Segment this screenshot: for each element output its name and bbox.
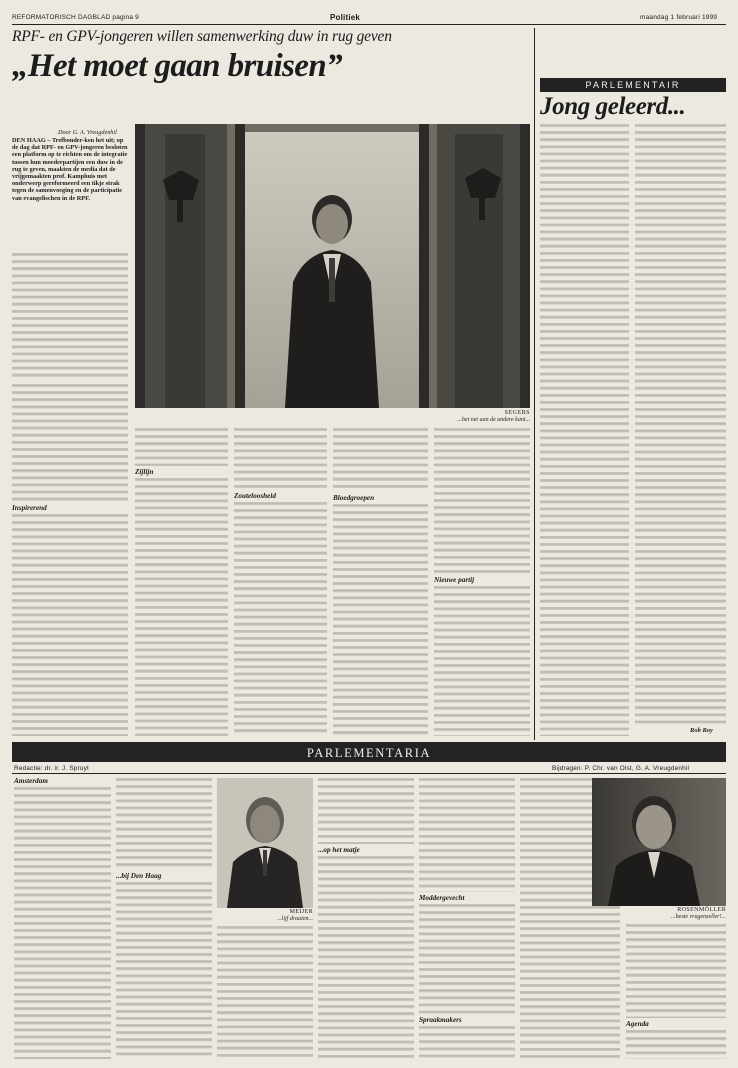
photo-caption-name: SEGERS	[504, 410, 530, 416]
subhead-amsterdam: Amsterdam	[14, 777, 48, 785]
article-intro: DEN HAAG – Trefbonder-ken het uit; op de dag dat RPF- en GPV-jongeren besloten een platform op te richten om de integratie tussen hun moederpartijen een duw in de rug te geven, maakten de media dat de vrijgemaakten prof. Kamphuis met onderwerp gereformeerd een tikje strak tegen de samenvoeging en de participatie van evangelischen in de RPF.	[12, 137, 128, 202]
article-byline: Door G. A. Vreugdenhil	[58, 129, 117, 136]
article-column-1-middle	[12, 384, 128, 502]
subhead-agenda: Agenda	[626, 1020, 649, 1028]
header-rule	[12, 24, 726, 25]
article-kicker: RPF- en GPV-jongeren willen samenwerking duw in rug geven	[12, 28, 392, 45]
lower-column-4-upper	[318, 778, 414, 844]
rosenmoller-caption-quote: ...beste vrugenzeller!...	[671, 914, 726, 920]
article-column-2-lower	[135, 478, 228, 736]
subhead-modderge-vecht: Moddergevecht	[419, 894, 465, 902]
meijer-caption-quote: ...lijf draaien...	[277, 916, 313, 922]
subhead-spraakmakers: Spraakmakers	[419, 1016, 462, 1024]
lower-column-2-upper	[116, 778, 212, 868]
sidebar-title: Jong geleerd...	[540, 93, 686, 120]
sidebar-column-1	[540, 124, 629, 736]
sidebar-banner	[540, 78, 726, 92]
article-column-3	[234, 428, 327, 490]
lower-credit-rule	[12, 773, 726, 774]
sidebar-signature: Rob Roy	[690, 727, 713, 734]
article-column-2	[135, 428, 228, 466]
sidebar-column-2	[635, 124, 726, 724]
lower-column-5-lower	[419, 1026, 515, 1059]
rosenmoller-photo	[592, 778, 726, 906]
lower-column-3	[217, 926, 313, 1059]
photo-caption-quote: ...het net aan de andere kant...	[457, 417, 530, 423]
meijer-photo	[217, 778, 313, 908]
subhead-bij-den-haag: ...bij Den Haag	[116, 872, 162, 880]
subhead-inspirerend: Inspirerend	[12, 504, 47, 512]
bijdragen-credit: Bijdragen: P. Chr. van Olst, G. A. Vreugdenhil	[552, 765, 690, 772]
subhead-zijlijn: Zijlijn	[135, 468, 154, 476]
subhead-bloedgroepen: Bloedgroepen	[333, 494, 375, 502]
article-column-3-lower	[234, 502, 327, 736]
meijer-caption-name: MEIJER	[289, 909, 313, 915]
rosenmoller-caption-name: ROSENMÖLLER	[677, 907, 726, 913]
meijer-portrait	[217, 778, 313, 908]
subhead-zouteloosheid: Zouteloosheid	[234, 492, 276, 500]
parlementaria-banner-label: PARLEMENTARIA	[306, 746, 432, 760]
redactie-credit: Redactie: dr. ir. J. Spruyt	[14, 765, 90, 772]
lower-column-7-lower	[626, 1030, 726, 1059]
article-headline: „Het moet gaan bruisen”	[12, 48, 342, 84]
parlementaria-banner	[12, 744, 726, 762]
article-column-5-lower	[434, 586, 530, 736]
article-column-5	[434, 428, 530, 574]
lower-column-7	[626, 924, 726, 1018]
segers-photo	[135, 124, 530, 408]
lower-column-1	[14, 787, 111, 1059]
subhead-nieuwe-partij: Nieuwe partij	[434, 576, 475, 584]
article-column-1-lower	[12, 514, 128, 736]
lower-column-2-lower	[116, 882, 212, 1059]
page-date: maandag 1 februari 1999	[640, 14, 718, 21]
rosenmoller-portrait	[592, 778, 726, 906]
segers-photo-illustration	[135, 124, 530, 408]
article-column-4	[333, 428, 428, 490]
lower-column-5-upper	[419, 778, 515, 892]
article-column-1-upper	[12, 253, 128, 381]
masthead-left: REFORMATORISCH DAGBLAD pagina 9	[12, 14, 139, 21]
article-column-4-lower	[333, 504, 428, 736]
sidebar-divider	[534, 28, 535, 740]
subhead-op-het-matje: ...op het matje	[318, 846, 360, 854]
sidebar-banner-label: PARLEMENTAIR	[585, 80, 681, 90]
lower-column-5-middle	[419, 904, 515, 1014]
lower-column-4-lower	[318, 856, 414, 1059]
section-name: Politiek	[330, 13, 361, 22]
